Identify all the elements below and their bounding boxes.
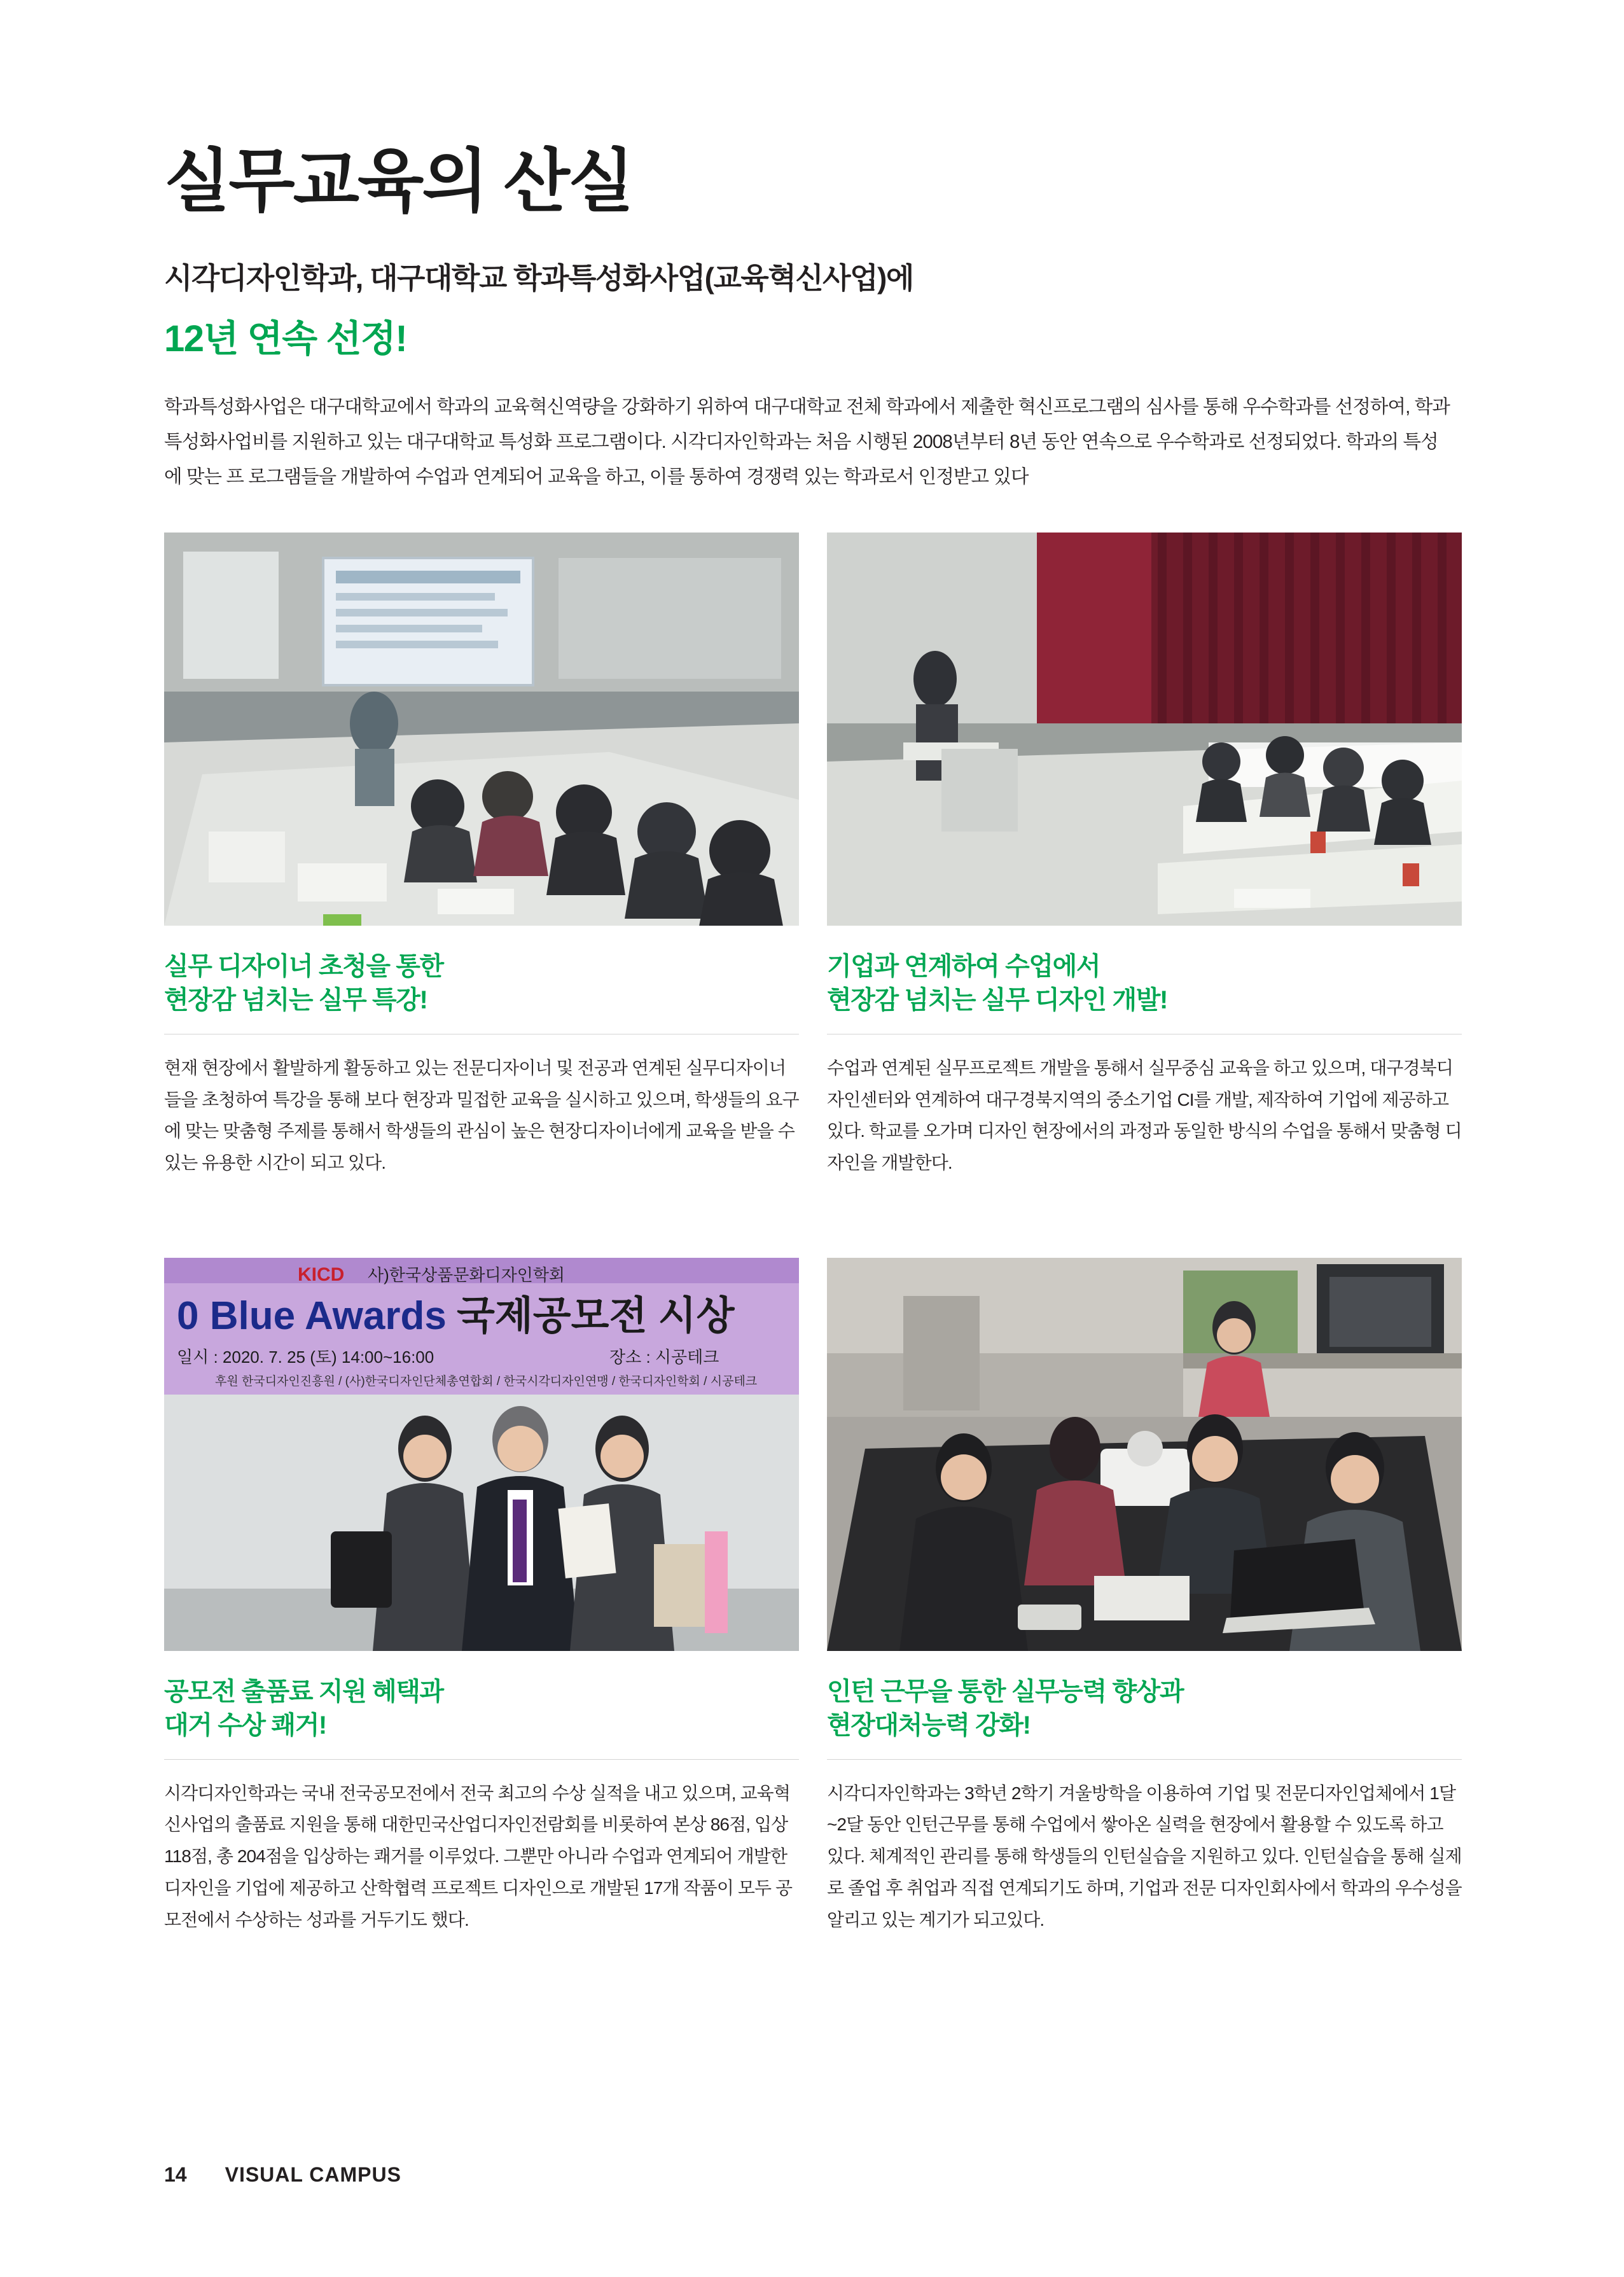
subtitle-primary: 시각디자인학과, 대구대학교 학과특성화사업(교육혁신사업)에 [164,261,913,295]
page-footer [164,2163,401,2187]
svg-text:사)한국상품문화디자인학회: 사)한국상품문화디자인학회 [368,1265,566,1285]
intro-paragraph: 학과특성화사업은 대구대학교에서 학과의 교육혁신역량을 강화하기 위하여 대구대학교 전체 학과에서 제출한 혁신프로그램의 심사를 통해 우수학과를 선정하여, 학과특성화사업비를 지원하고 있는 대구대학교 특성화 프로그램이다. 시각디자인학과는 처음 시행된 2008년부터 8년 동안 연속으로 우수학과로 선정되었다. 학과의 특성에 맞는 프 로그램들을 개발하여 수업과 연계되어 교육을 하고, 이를 통하여 경쟁력 있는 학과로서 인정받고 있다 [164,396,1450,487]
section-industry [827,533,1462,1197]
page-content [164,0,1462,1954]
section-internship [827,1258,1462,1954]
award-ceremony-photo [164,1258,799,1651]
industry-meeting-photo [827,533,1462,926]
section-lecture [164,533,799,1197]
section-lecture-title [164,950,799,1017]
section-awards-title-line1: 공모전 출품료 지원 혜택과 [164,1677,443,1706]
divider [164,1759,799,1760]
section-internship-title-line1: 인턴 근무을 통한 실무능력 향상과 [827,1677,1184,1706]
classroom-lecture-photo [164,533,799,926]
section-awards-title [164,1675,799,1743]
svg-text:일시 : 2020. 7. 25 (토) 14:00~16:: 일시 : 2020. 7. 25 (토) 14:00~16:00 [177,1347,434,1367]
svg-text:후원 한국디자인진흥원 / (사)한국디자인단체총연합회: 후원 한국디자인진흥원 / (사)한국디자인단체총연합회 / 한국시각디자인연맹 / 한국디자인학회 / 시공테크 [215,1374,758,1388]
section-internship-title [827,1675,1462,1743]
section-lecture-title-line1: 실무 디자이너 초청을 통한 [164,952,443,981]
section-lecture-title-line2: 현장감 넘치는 실무 특강! [164,985,427,1014]
section-awards-title-line2: 대거 수상 쾌거! [164,1711,326,1739]
svg-text:장소 : 시공테크: 장소 : 시공테크 [609,1347,719,1367]
subtitle-highlight: 12년 연속 선정! [164,318,407,360]
section-awards-body: 시각디자인학과는 국내 전국공모전에서 전국 최고의 수상 실적을 내고 있으며, 교육혁신사업의 출품료 지원을 통해 대한민국산업디자인전람회를 비롯하여 본상 86점, 입상 118점, 총 204점을 입상하는 쾌거를 이루었다. 그뿐만 아니라 수업과 연계되어 개발한 디자인을 기업에 제공하고 산학협력 프로젝트 디자인으로 개발된 17개 작품이 모두 공모전에서 수상하는 성과를 거두기도 했다. [164,1783,793,1930]
footer-brand: VISUAL CAMPUS [225,2163,401,2186]
section-industry-title-line2: 현장감 넘치는 실무 디자인 개발! [827,985,1167,1014]
section-internship-title-line2: 현장대처능력 강화! [827,1711,1031,1739]
svg-text:KICD: KICD [298,1264,345,1285]
sections-grid [164,533,1462,1954]
divider [827,1759,1462,1760]
svg-text:0 Blue Awards: 0 Blue Awards [177,1293,447,1338]
page-number: 14 [164,2163,187,2186]
page-title: 실무교육의 산실 [164,143,633,219]
section-industry-title-line1: 기업과 연계하여 수업에서 [827,952,1100,981]
section-awards [164,1258,799,1954]
section-industry-title [827,950,1462,1017]
internship-office-photo [827,1258,1462,1651]
section-lecture-body: 현재 현장에서 활발하게 활동하고 있는 전문디자이너 및 전공과 연계된 실무디자이너들을 초청하여 특강을 통해 보다 현장과 밀접한 교육을 실시하고 있으며, 학생들의 요구에 맞는 맞춤형 주제를 통해서 학생들의 관심이 높은 현장디자이너에게 교육을 받을 수 있는 유용한 시간이 되고 있다. [164,1057,799,1173]
section-industry-body: 수업과 연계된 실무프로젝트 개발을 통해서 실무중심 교육을 하고 있으며, 대구경북디자인센터와 연계하여 대구경북지역의 중소기업 CI를 개발, 제작하여 기업에 제공하고 있다. 학교를 오가며 디자인 현장에서의 과정과 동일한 방식의 수업을 통해서 맞춤형 디자인을 개발한다. [827,1057,1462,1173]
section-internship-body: 시각디자인학과는 3학년 2학기 겨울방학을 이용하여 기업 및 전문디자인업체에서 1달~2달 동안 인턴근무를 통해 수업에서 쌓아온 실력을 현장에서 활용할 수 있도록 하고 있다. 체계적인 관리를 통해 학생들의 인턴실습을 지원하고 있다. 인턴실습을 통해 실제로 졸업 후 취업과 직접 연계되기도 하며, 기업과 전문 디자인회사에서 학과의 우수성을 알리고 있는 계기가 되고있다. [827,1783,1462,1930]
svg-text:국제공모전 시상: 국제공모전 시상 [457,1293,735,1338]
